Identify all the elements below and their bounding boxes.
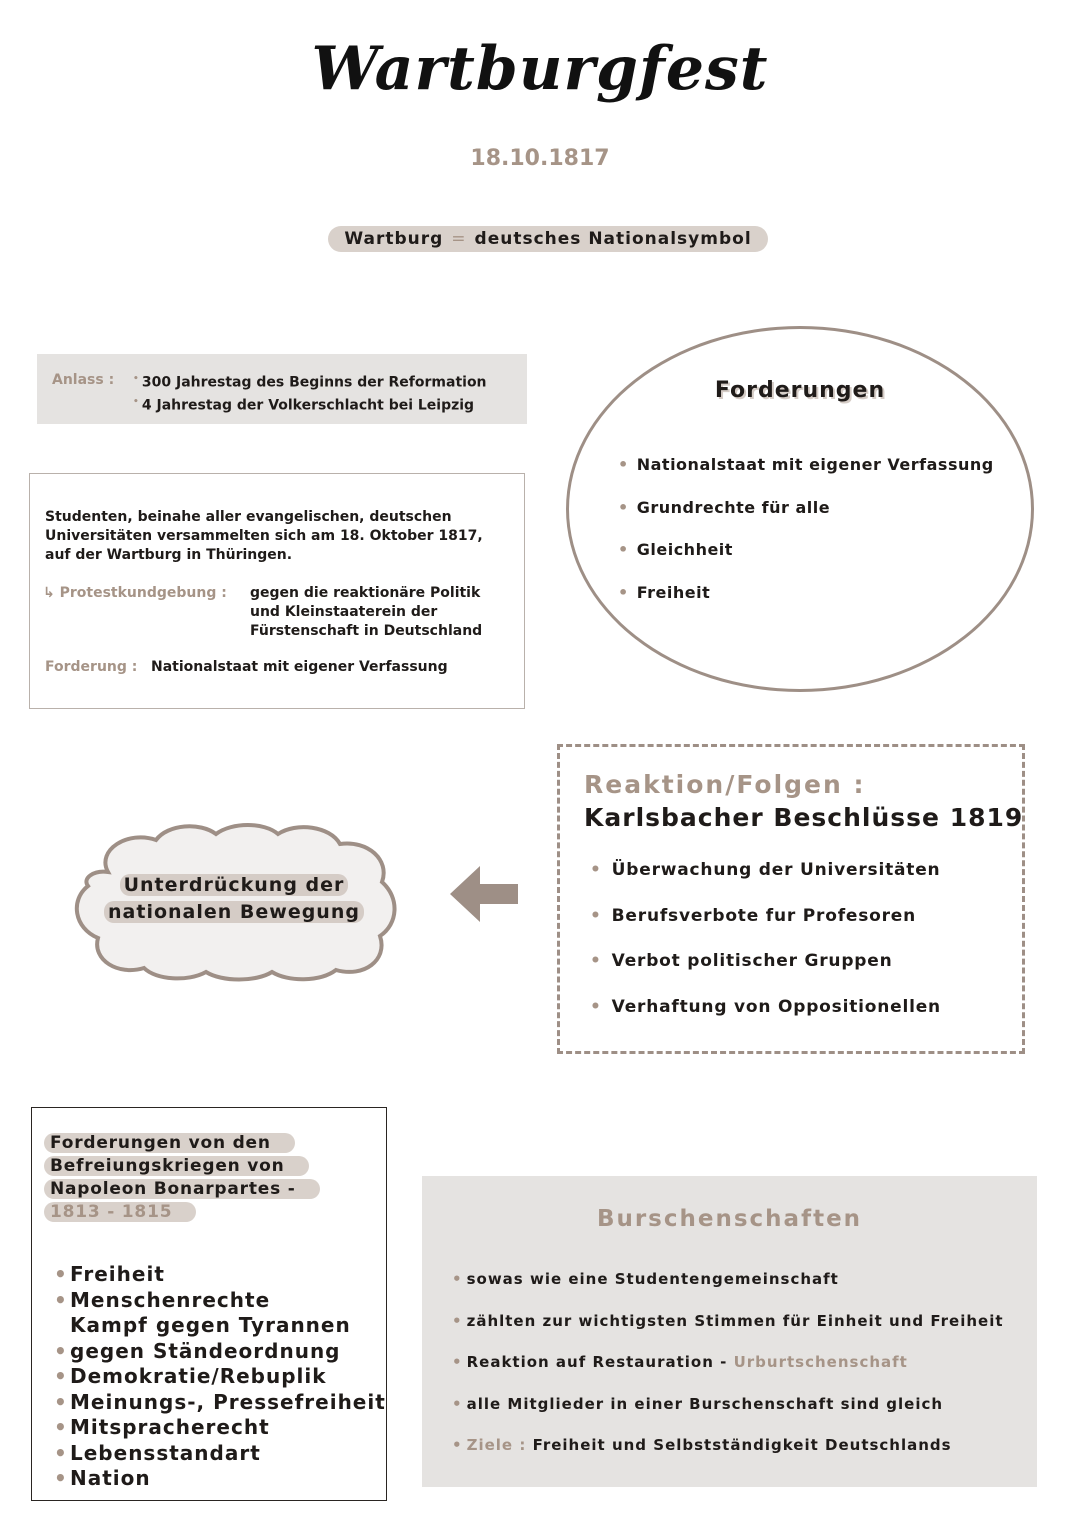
burschenschaften-title: Burschenschaften (596, 1206, 863, 1232)
list-item: • Grundrechte für alle (618, 498, 994, 541)
forderung-label: Forderung : (45, 659, 138, 675)
list-item: • Nationalstaat mit eigener Verfassung (618, 455, 994, 498)
text-line: auf der Wartburg in Thüringen. (45, 547, 293, 563)
list-item: • Freiheit (618, 583, 994, 626)
befreiung-box (31, 1107, 387, 1501)
anlass-label: Anlass : (52, 372, 115, 388)
students-box (29, 473, 525, 709)
item-text: Freiheit und Selbstständigkeit Deutschlands (532, 1436, 952, 1454)
list-item: • Verbot politischer Gruppen (590, 951, 941, 997)
list-item (452, 1353, 1004, 1395)
text-line: gegen die reaktionäre Politik (250, 585, 481, 601)
item-muted-text: Urburtschenschaft (733, 1353, 908, 1371)
symbol-right: deutsches Nationalsymbol (474, 229, 752, 249)
anlass-box (37, 354, 527, 424)
list-item: • Mitspracherecht (54, 1415, 386, 1441)
list-item: • Lebensstandart (54, 1441, 386, 1467)
symbol-banner (328, 226, 768, 252)
text-line: und Kleinstaaterein der (250, 604, 438, 620)
protest-text (250, 584, 482, 641)
list-item: • 300 Jahrestag des Beginns der Reformation (133, 370, 487, 393)
list-item: • alle Mitglieder in einer Burschenschaft sind gleich (452, 1395, 1004, 1437)
burschenschaften-list (452, 1270, 1004, 1478)
list-item: • Nation (54, 1466, 386, 1492)
list-item: • gegen Ständeordnung (54, 1339, 386, 1365)
list-item: • Menschenrechte (54, 1288, 386, 1314)
symbol-left: Wartburg (344, 229, 444, 249)
forderungen-list (618, 455, 994, 625)
text-line: Fürstenschaft in Deutschland (250, 623, 483, 639)
arrow-left-icon (450, 862, 520, 926)
list-item: • Meinungs-, Pressefreiheit (54, 1390, 386, 1416)
list-item: • Berufsverbote fur Profesoren (590, 906, 941, 952)
symbol-equals: = (451, 229, 467, 249)
reaktion-list (590, 860, 941, 1042)
date: 18.10.1817 (470, 146, 610, 171)
list-item: Kampf gegen Tyrannen (70, 1313, 351, 1337)
list-item: • zählten zur wichtigsten Stimmen für Einheit und Freiheit (452, 1312, 1004, 1354)
reaktion-heading: Reaktion/Folgen : (584, 770, 866, 799)
befreiung-heading (44, 1132, 320, 1224)
cloud-line: nationalen Bewegung (104, 901, 364, 923)
befreiung-list (54, 1262, 386, 1492)
list-item: • Verhaftung von Oppositionellen (590, 997, 941, 1043)
years: 1813 - 1815 (44, 1202, 196, 1222)
burschenschaften-box (422, 1176, 1037, 1487)
list-item: • sowas wie eine Studentengemeinschaft (452, 1270, 1004, 1312)
list-item: • 4 Jahrestag der Volkerschlacht bei Leipzig (133, 393, 487, 416)
page-title: Wartburgfest (311, 34, 769, 104)
anlass-list (133, 370, 487, 415)
students-text (45, 508, 520, 565)
cloud-line: Unterdrückung der (120, 874, 349, 896)
heading-line: Forderungen von den (44, 1133, 295, 1153)
text-line: Studenten, beinahe aller evangelischen, deutschen (45, 509, 452, 525)
list-item: • Demokratie/Rebuplik (54, 1364, 386, 1390)
heading-line: Napoleon Bonarpartes - (44, 1179, 320, 1199)
list-item: • Gleichheit (618, 540, 994, 583)
protest-label: ↳ Protestkundgebung : (43, 585, 227, 601)
heading-line: Befreiungskriegen von (44, 1156, 309, 1176)
list-item (452, 1436, 1004, 1478)
karlsbad-heading: Karlsbacher Beschlüsse 1819 (584, 803, 1024, 832)
forderung-text: Nationalstaat mit eigener Verfassung (151, 659, 448, 675)
forderungen-title: Forderungen (714, 378, 886, 403)
item-label: Ziele : (466, 1436, 527, 1454)
item-text: Reaktion auf Restauration - (466, 1353, 728, 1371)
list-item: • Freiheit (54, 1262, 386, 1288)
text-line: Universitäten versammelten sich am 18. Oktober 1817, (45, 528, 483, 544)
cloud-text (68, 872, 400, 926)
list-item: • Überwachung der Universitäten (590, 860, 941, 906)
